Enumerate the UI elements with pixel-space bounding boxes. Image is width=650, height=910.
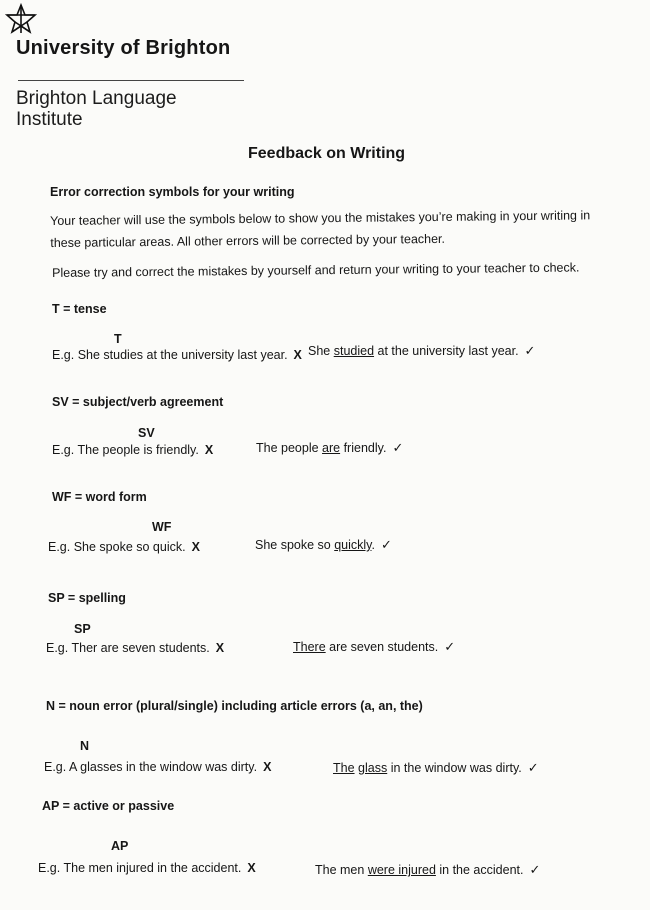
institute-line-2: Institute bbox=[16, 109, 83, 130]
ap-correct-example bbox=[315, 862, 540, 878]
sv-heading: SV = subject/verb agreement bbox=[52, 395, 224, 409]
sp-heading: SP = spelling bbox=[48, 591, 126, 605]
noun-symbol: N bbox=[80, 739, 90, 753]
wf-incorrect-example bbox=[48, 540, 200, 554]
check-mark: ✓ bbox=[444, 639, 456, 654]
sp-incorrect-example bbox=[46, 641, 224, 655]
incorrect-sentence: E.g. Ther are seven students. bbox=[46, 641, 210, 655]
check-mark: ✓ bbox=[380, 537, 392, 552]
sv-symbol: SV bbox=[138, 426, 155, 440]
wrong-mark: X bbox=[191, 540, 200, 554]
incorrect-sentence: E.g. The men injured in the accident. bbox=[38, 861, 242, 875]
incorrect-sentence: E.g. A glasses in the window was dirty. bbox=[44, 760, 258, 774]
wf-correct-example bbox=[255, 537, 392, 553]
correct-text: The people bbox=[256, 441, 323, 455]
correct-text: . bbox=[371, 538, 375, 552]
incorrect-sentence: E.g. She spoke so quick. bbox=[48, 540, 186, 554]
page-title: Feedback on Writing bbox=[248, 145, 406, 162]
corrected-word: glass bbox=[358, 761, 388, 775]
correct-text: in the accident. bbox=[435, 863, 524, 877]
instruction-paragraph: Please try and correct the mistakes by yourself and return your writing to your teacher to check. bbox=[52, 260, 580, 280]
institute-name bbox=[16, 88, 177, 130]
check-mark: ✓ bbox=[527, 760, 539, 775]
header-divider bbox=[18, 80, 244, 81]
corrected-word: are bbox=[322, 441, 341, 455]
intro-paragraph bbox=[50, 204, 591, 254]
corrected-word: quickly bbox=[334, 538, 372, 552]
section-subheading: Error correction symbols for your writing bbox=[50, 185, 295, 199]
intro-line-1: Your teacher will use the symbols below to show you the mistakes you’re making in your writing in bbox=[50, 208, 591, 228]
correct-text: friendly. bbox=[340, 441, 387, 455]
tense-heading: T = tense bbox=[52, 302, 107, 316]
check-mark: ✓ bbox=[524, 343, 536, 358]
sv-correct-example bbox=[256, 440, 403, 456]
wrong-mark: X bbox=[215, 641, 225, 655]
sv-incorrect-example bbox=[52, 443, 213, 457]
correct-text: at the university last year. bbox=[374, 344, 519, 358]
tense-correct-example bbox=[308, 343, 535, 359]
wrong-mark: X bbox=[204, 443, 214, 457]
noun-incorrect-example bbox=[44, 760, 271, 774]
intro-line-2: these particular areas. All other errors will be corrected by your teacher. bbox=[50, 231, 446, 250]
incorrect-sentence: E.g. She studies at the university last year. bbox=[52, 348, 288, 362]
noun-heading: N = noun error (plural/single) including article errors (a, an, the) bbox=[46, 699, 423, 713]
corrected-word: There bbox=[293, 640, 326, 654]
check-mark: ✓ bbox=[529, 862, 541, 877]
wrong-mark: X bbox=[247, 861, 256, 875]
correct-text: are seven students. bbox=[325, 640, 439, 654]
correct-text: She spoke so bbox=[255, 538, 335, 552]
wf-heading: WF = word form bbox=[52, 490, 147, 504]
tense-incorrect-example bbox=[52, 348, 302, 362]
institute-line-1: Brighton Language bbox=[16, 88, 177, 109]
ap-symbol: AP bbox=[111, 839, 129, 853]
university-star-logo bbox=[4, 2, 38, 36]
correct-text: She bbox=[308, 344, 334, 358]
ap-incorrect-example bbox=[38, 861, 256, 875]
correct-text: The men bbox=[315, 863, 368, 877]
university-name: University of Brighton bbox=[16, 37, 231, 59]
ap-heading: AP = active or passive bbox=[42, 799, 175, 813]
sp-correct-example bbox=[293, 639, 455, 655]
corrected-word: were injured bbox=[367, 863, 436, 877]
corrected-article: The bbox=[333, 761, 355, 775]
noun-correct-example bbox=[333, 760, 539, 776]
correct-text: in the window was dirty. bbox=[387, 761, 522, 775]
incorrect-sentence: E.g. The people is friendly. bbox=[52, 443, 199, 457]
wrong-mark: X bbox=[293, 348, 302, 362]
tense-symbol: T bbox=[114, 332, 122, 346]
sp-symbol: SP bbox=[74, 622, 91, 636]
wrong-mark: X bbox=[263, 760, 272, 774]
corrected-word: studied bbox=[333, 344, 375, 358]
wf-symbol: WF bbox=[152, 520, 172, 534]
check-mark: ✓ bbox=[392, 440, 404, 455]
